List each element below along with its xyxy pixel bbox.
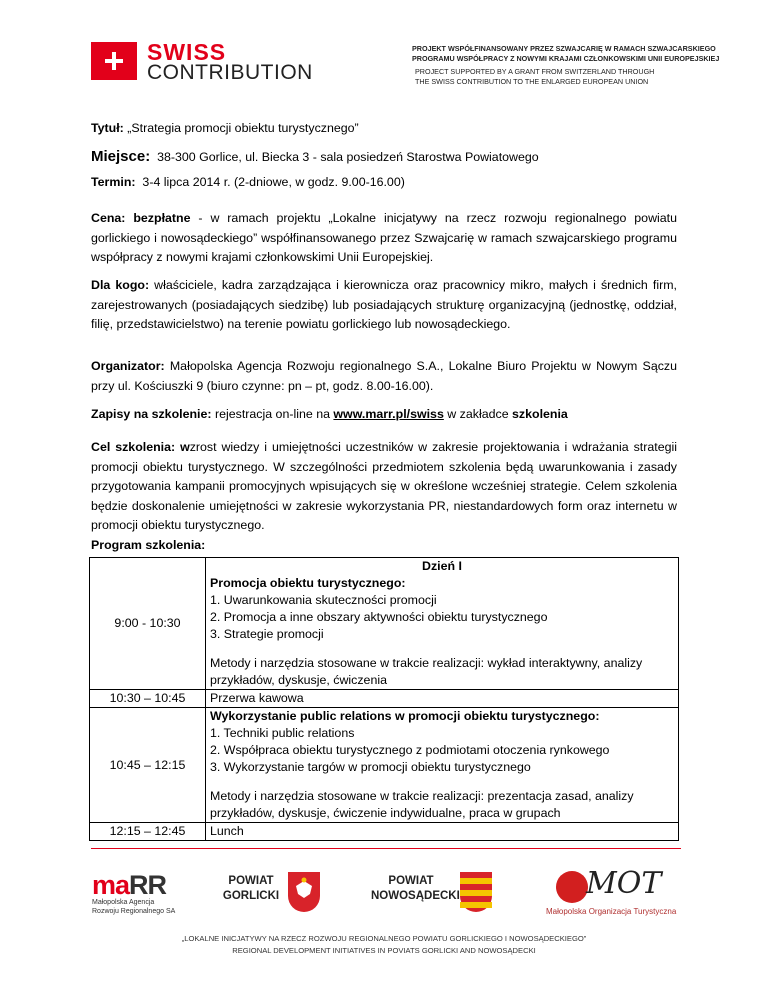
date-line: Termin: 3-4 lipca 2014 r. (2-dniowe, w godz. 9.00-16.00) — [91, 175, 405, 189]
header-pl-text: PROJEKT WSPÓŁFINANSOWANY PRZEZ SZWAJCARIĘ W RAMACH SZWAJCARSKIEGO PROGRAMU WSPÓŁPRACY Z NOWYMI KRAJAMI CZŁONKOWSKIMI UNII EUROPEJSKIEJ — [412, 44, 720, 63]
powiat-gorlicki-text: POWIAT GORLICKI — [222, 875, 280, 902]
block1-methods: Metody i narzędzia stosowane w trakcie realizacji: wykład interaktywny, analizy przykładów, dyskusje, ćwiczenia — [210, 656, 643, 687]
signup-line: Zapisy na szkolenie: rejestracja on-line na www.marr.pl/swiss w zakładce szkolenia — [91, 407, 568, 421]
gorlicki-coat-of-arms-icon — [288, 872, 320, 912]
table-row — [90, 690, 679, 708]
day-label: Dzień I — [422, 559, 462, 573]
block2-methods: Metody i narzędzia stosowane w trakcie realizacji: prezentacja zasad, analizy przykładów, dyskusje, ćwiczenie indywidualne, praca w grupach — [210, 789, 634, 820]
block2-title: Wykorzystanie public relations w promocji obiektu turystycznego: — [210, 709, 600, 723]
list-item: 2. Promocja a inne obszary aktywności obiektu turystycznego — [210, 610, 548, 624]
break-cell: Przerwa kawowa — [206, 690, 679, 708]
time-cell: 10:45 – 12:15 — [90, 708, 206, 823]
mot-logo-circle-icon — [556, 871, 588, 903]
time-cell: 9:00 - 10:30 — [90, 558, 206, 690]
footer-line-en: REGIONAL DEVELOPMENT INITIATIVES IN POVIATS GORLICKI AND NOWOSĄDECKI — [232, 946, 536, 955]
title-line: Tytuł: „Strategia promocji obiektu turystycznego” — [91, 121, 359, 135]
organizer-paragraph: Organizator: Małopolska Agencja Rozwoju regionalnego S.A., Lokalne Biuro Projektu w Nowym Sączu przy ul. Kościuszki 9 (biuro czynne: pn – pt, godz. 8.00-16.00). — [91, 359, 677, 393]
program-label: Program szkolenia: — [91, 538, 206, 552]
list-item: 1. Techniki public relations — [210, 726, 355, 740]
list-item: 3. Wykorzystanie targów w promocji obiektu turystycznego — [210, 760, 531, 774]
marr-logo: maRR — [92, 870, 167, 900]
logo-swiss: SWISS — [147, 39, 227, 65]
program-table — [89, 557, 679, 841]
block1-cell — [206, 558, 679, 690]
block2-cell — [206, 708, 679, 823]
price-paragraph: Cena: bezpłatne - w ramach projektu „Lokalne inicjatywy na rzecz rozwoju regionalnego powiatu gorlickiego i nowosądeckiego” współfinansowanego przez Szwajcarię w ramach szwajcarskiego programu współpracy z nowymi krajami członkowskimi Unii Europejskiej. — [91, 211, 677, 264]
table-row — [90, 823, 679, 841]
powiat-nowosadecki-text: POWIAT NOWOSĄDECKI — [371, 875, 460, 902]
mot-logo: MOT — [586, 866, 662, 901]
list-item: 2. Współpraca obiektu turystycznego z podmiotami otoczenia rynkowego — [210, 743, 610, 757]
mot-subtitle: Małopolska Organizacja Turystyczna — [546, 907, 677, 916]
table-row — [90, 558, 679, 690]
marr-subtitle: Małopolska Agencja Rozwoju Regionalnego SA — [92, 899, 176, 915]
audience-paragraph: Dla kogo: właściciele, kadra zarządzająca i kierownicza oraz pracownicy mikro, małych i średnich firm, zarejestrowanych (posiadających siedzibę) lub posiadających strukturę organizacyjną (jednostkę, oddział, filię, przedstawicielstwo) na terenie powiatu gorlickiego lub nowosądeckiego. — [91, 278, 677, 331]
list-item: 1. Uwarunkowania skuteczności promocji — [210, 593, 437, 607]
time-cell: 10:30 – 10:45 — [90, 690, 206, 708]
nowosadecki-coat-of-arms-icon — [460, 872, 492, 912]
place-line: Miejsce: 38-300 Gorlice, ul. Biecka 3 - sala posiedzeń Starostwa Powiatowego — [91, 148, 539, 165]
footer-line-pl: „LOKALNE INICJATYWY NA RZECZ ROZWOJU REGIONALNEGO POWIATU GORLICKIEGO I NOWOSĄDECKIEGO” — [181, 934, 587, 943]
lunch-cell: Lunch — [206, 823, 679, 841]
block1-title: Promocja obiektu turystycznego: — [210, 576, 406, 590]
goal-paragraph: Cel szkolenia: wzrost wiedzy i umiejętności uczestników w zakresie projektowania i wdrażania strategii promocji obiektu turystycznego. W szczególności przedmiotem szkolenia będą uwarunkowania i zasady przygotowania kampanii promocyjnych wpisujących się w określone wcześniej strategie. Celem szkolenia będzie doskonalenie umiejętności w zakresie wykorzystania PR, niestandardowych form oraz internetu w promocji obiektu turystycznego. — [91, 440, 677, 532]
swiss-flag-logo — [91, 42, 137, 80]
header-en-text: PROJECT SUPPORTED BY A GRANT FROM SWITZERLAND THROUGH THE SWISS CONTRIBUTION TO THE ENLARGED EUROPEAN UNION — [415, 67, 655, 86]
logo-contribution: CONTRIBUTION — [147, 61, 313, 84]
signup-link[interactable]: www.marr.pl/swiss — [333, 407, 444, 421]
table-row — [90, 708, 679, 823]
list-item: 3. Strategie promocji — [210, 627, 324, 641]
time-cell: 12:15 – 12:45 — [90, 823, 206, 841]
footer-divider — [91, 848, 681, 849]
